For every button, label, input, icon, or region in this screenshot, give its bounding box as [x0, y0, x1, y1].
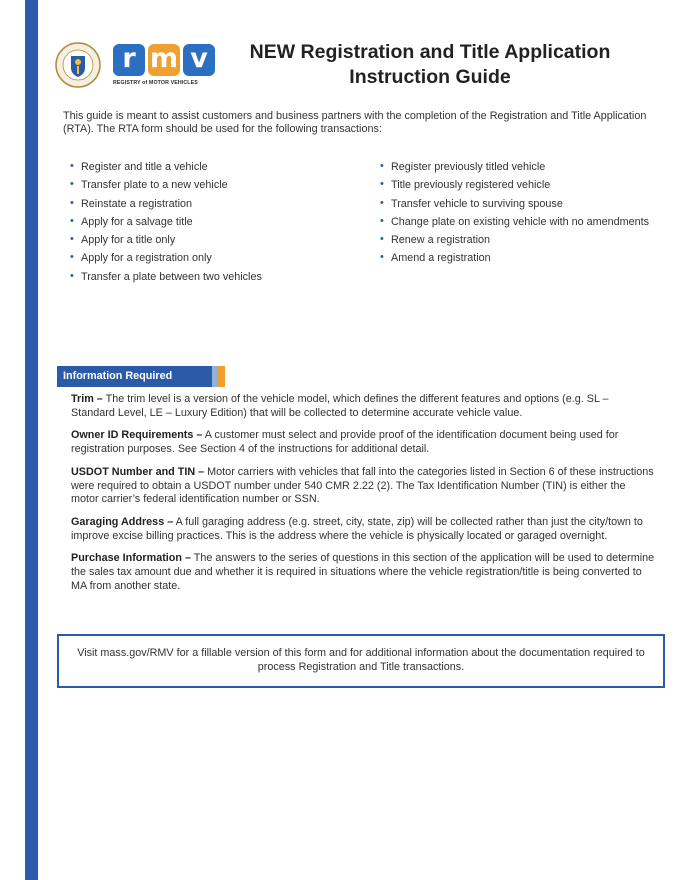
bullet-icon: •: [70, 178, 74, 191]
info-text: Motor carriers with vehicles that fall into the categories listed in Section 6 of these instructions were required to obtain a USDOT number under 540 CMR 2.22 (2). The Tax Identification Number (TIN) is either the motor carrier’s federal identification number or SSN.: [71, 465, 654, 506]
info-paragraph: [71, 552, 655, 593]
bullet-icon: •: [380, 196, 384, 209]
transaction-item: [380, 176, 670, 194]
title-line-1: NEW Registration and Title Application: [249, 41, 611, 63]
bullet-icon: •: [380, 233, 384, 246]
title-line-2: Instruction Guide: [349, 66, 511, 88]
info-text: The answers to the series of questions in this section of the application will be used to determine the sales tax amount due and whether it is required in situations where the vehicle registration/title is being converted to MA from another state.: [71, 552, 655, 592]
transaction-item: [380, 158, 670, 176]
bullet-icon: •: [70, 214, 74, 227]
transaction-item: [70, 195, 360, 213]
transaction-label: Renew a registration: [391, 234, 491, 247]
bullet-icon: •: [380, 160, 384, 172]
info-term: Trim –: [71, 393, 103, 405]
info-term: USDOT Number and TIN –: [71, 465, 205, 478]
bullet-icon: •: [380, 178, 384, 191]
transaction-item: [70, 231, 360, 249]
footer-note-text: Visit mass.gov/RMV for a fillable version of this form and for additional information about the documentation required to process Registration and Title transactions.: [77, 647, 645, 673]
transaction-label: Change plate on existing vehicle with no amendments: [391, 215, 650, 228]
transaction-item: [70, 268, 360, 286]
transaction-label: Amend a registration: [391, 252, 491, 265]
transaction-label: Reinstate a registration: [81, 197, 193, 210]
logo-tagline: REGISTRY of MOTOR VEHICLES: [113, 80, 198, 86]
section-header: [57, 366, 227, 387]
section-header-fill: [57, 366, 212, 387]
bullet-icon: •: [70, 233, 74, 246]
info-text: A customer must select and provide proof of the identification document being used for registration purposes. See Section 4 of the instructions for additional detail.: [71, 429, 619, 456]
info-text: A full garaging address (e.g. street, city, state, zip) will be collected rather than just the city/town to improve excise billing practices. This is the address where the vehicle is physically located or garaged overnight.: [71, 515, 643, 542]
transaction-label: Register previously titled vehicle: [391, 161, 546, 173]
transaction-item: [380, 213, 670, 231]
transactions-list-right: [380, 158, 670, 268]
transaction-label: Register and title a vehicle: [81, 161, 208, 173]
logo-letter-v: v: [183, 44, 215, 76]
info-paragraph: [71, 429, 655, 456]
transaction-label: Apply for a registration only: [81, 252, 212, 265]
transaction-label: Apply for a title only: [81, 234, 176, 247]
transaction-label: Title previously registered vehicle: [391, 179, 551, 192]
transaction-item: [70, 249, 360, 267]
intro-paragraph: This guide is meant to assist customers and business partners with the completion of the Registration and Title Application (RTA). The RTA form should be used for the following transactions:: [63, 110, 647, 135]
transaction-item: [70, 213, 360, 231]
section-title: Information Required: [63, 370, 173, 382]
info-paragraph: [71, 393, 655, 420]
info-paragraph: [71, 516, 655, 543]
bullet-icon: •: [70, 196, 74, 209]
bullet-icon: •: [380, 214, 384, 227]
info-term: Owner ID Requirements –: [71, 429, 203, 442]
transaction-label: Apply for a salvage title: [81, 215, 193, 228]
info-text: The trim level is a version of the vehicle model, which defines the different features and options (e.g. SL – Standard Level, LE – Luxury Edition) that will be collected to determine accurate vehicle value.: [71, 393, 609, 419]
page-title: [225, 40, 635, 90]
transaction-label: Transfer vehicle to surviving spouse: [391, 197, 563, 210]
logo-letter-m: m: [149, 43, 179, 74]
logo-letter-r: r: [113, 44, 145, 76]
info-term: Purchase Information –: [71, 552, 191, 565]
rmv-logo: [113, 44, 217, 90]
footer-note-box: [57, 634, 665, 688]
transaction-item: [70, 158, 360, 176]
bullet-icon: •: [70, 160, 74, 172]
bullet-icon: •: [70, 269, 74, 282]
transaction-label: Transfer plate to a new vehicle: [81, 179, 228, 192]
transaction-item: [70, 176, 360, 194]
transactions-list-left: [70, 158, 360, 286]
info-paragraph: [71, 466, 655, 507]
side-accent-bar: [25, 0, 38, 880]
massachusetts-seal-icon: [55, 42, 101, 88]
bullet-icon: •: [380, 251, 384, 264]
transaction-item: [380, 249, 670, 267]
transaction-label: Transfer a plate between two vehicles: [81, 270, 262, 283]
transaction-item: [380, 195, 670, 213]
info-term: Garaging Address –: [71, 515, 174, 528]
section-accent-orange: [217, 366, 225, 387]
info-required-content: [71, 393, 655, 602]
transaction-item: [380, 231, 670, 249]
bullet-icon: •: [70, 251, 74, 264]
